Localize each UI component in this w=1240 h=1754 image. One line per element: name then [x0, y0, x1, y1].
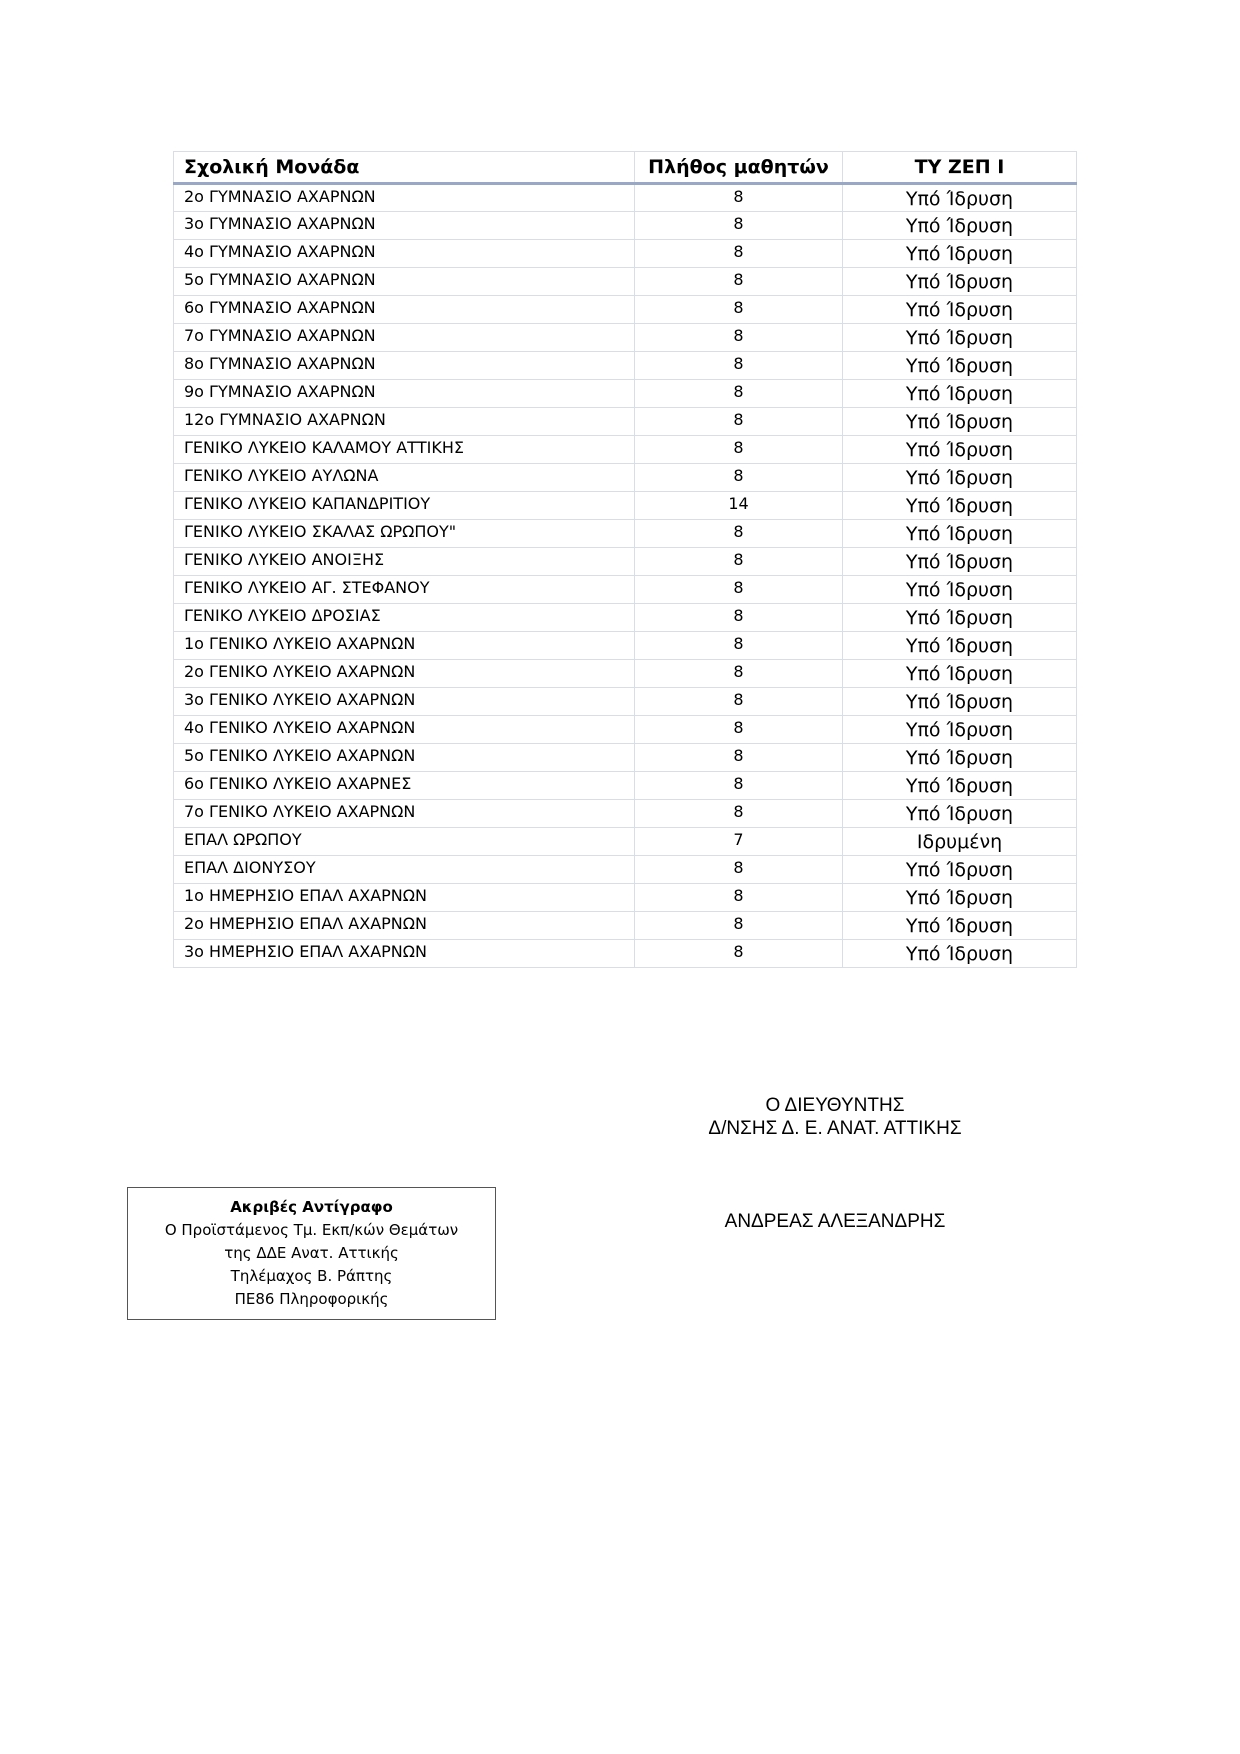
table-row — [174, 576, 1077, 604]
cell-school: 1ο ΓΕΝΙΚΟ ΛΥΚΕΙΟ ΑΧΑΡΝΩΝ — [174, 632, 635, 660]
cell-status: Υπό Ίδρυση — [843, 408, 1077, 436]
cell-school: 5ο ΓΕΝΙΚΟ ΛΥΚΕΙΟ ΑΧΑΡΝΩΝ — [174, 744, 635, 772]
cell-students: 8 — [635, 240, 843, 268]
cell-students: 8 — [635, 520, 843, 548]
cell-status: Υπό Ίδρυση — [843, 492, 1077, 520]
table-row — [174, 212, 1077, 240]
cell-students: 8 — [635, 604, 843, 632]
cell-students: 8 — [635, 744, 843, 772]
cell-status: Υπό Ίδρυση — [843, 548, 1077, 576]
certified-copy-line: της ΔΔΕ Ανατ. Αττικής — [224, 1244, 399, 1262]
cell-status: Υπό Ίδρυση — [843, 744, 1077, 772]
cell-school: ΕΠΑΛ ΩΡΩΠΟΥ — [174, 828, 635, 856]
cell-status: Υπό Ίδρυση — [843, 716, 1077, 744]
table-row — [174, 744, 1077, 772]
cell-students: 8 — [635, 296, 843, 324]
cell-students: 8 — [635, 548, 843, 576]
cell-students: 8 — [635, 380, 843, 408]
table-row — [174, 856, 1077, 884]
cell-students: 14 — [635, 492, 843, 520]
cell-students: 8 — [635, 800, 843, 828]
table-row — [174, 296, 1077, 324]
cell-school: ΓΕΝΙΚΟ ΛΥΚΕΙΟ ΚΑΠΑΝΔΡΙΤΙΟΥ — [174, 492, 635, 520]
cell-students: 8 — [635, 184, 843, 212]
table-row — [174, 436, 1077, 464]
cell-status: Υπό Ίδρυση — [843, 352, 1077, 380]
cell-status: Υπό Ίδρυση — [843, 436, 1077, 464]
table-row — [174, 884, 1077, 912]
cell-school: 1ο ΗΜΕΡΗΣΙΟ ΕΠΑΛ ΑΧΑΡΝΩΝ — [174, 884, 635, 912]
cell-school: 7ο ΓΥΜΝΑΣΙΟ ΑΧΑΡΝΩΝ — [174, 324, 635, 352]
certified-copy-line: ΠΕ86 Πληροφορικής — [234, 1290, 389, 1308]
table-row — [174, 912, 1077, 940]
table-row — [174, 800, 1077, 828]
cell-students: 8 — [635, 884, 843, 912]
cell-school: 4ο ΓΕΝΙΚΟ ΛΥΚΕΙΟ ΑΧΑΡΝΩΝ — [174, 716, 635, 744]
table-row — [174, 632, 1077, 660]
cell-school: 3ο ΓΕΝΙΚΟ ΛΥΚΕΙΟ ΑΧΑΡΝΩΝ — [174, 688, 635, 716]
cell-status: Υπό Ίδρυση — [843, 324, 1077, 352]
cell-school: 5ο ΓΥΜΝΑΣΙΟ ΑΧΑΡΝΩΝ — [174, 268, 635, 296]
cell-status: Υπό Ίδρυση — [843, 296, 1077, 324]
table-row — [174, 184, 1077, 212]
cell-students: 8 — [635, 940, 843, 968]
cell-school: ΓΕΝΙΚΟ ΛΥΚΕΙΟ ΑΝΟΙΞΗΣ — [174, 548, 635, 576]
cell-status: Υπό Ίδρυση — [843, 212, 1077, 240]
table-row — [174, 716, 1077, 744]
table-row — [174, 604, 1077, 632]
table-row — [174, 520, 1077, 548]
cell-students: 8 — [635, 632, 843, 660]
cell-school: 2ο ΗΜΕΡΗΣΙΟ ΕΠΑΛ ΑΧΑΡΝΩΝ — [174, 912, 635, 940]
cell-students: 8 — [635, 324, 843, 352]
cell-status: Υπό Ίδρυση — [843, 856, 1077, 884]
table-row — [174, 324, 1077, 352]
cell-school: 9ο ΓΥΜΝΑΣΙΟ ΑΧΑΡΝΩΝ — [174, 380, 635, 408]
cell-status: Ιδρυμένη — [843, 828, 1077, 856]
cell-school: ΓΕΝΙΚΟ ΛΥΚΕΙΟ ΑΥΛΩΝΑ — [174, 464, 635, 492]
signature-line-directorate: Δ/ΝΣΗΣ Δ. Ε. ΑΝΑΤ. ΑΤΤΙΚΗΣ — [708, 1118, 962, 1139]
cell-status: Υπό Ίδρυση — [843, 772, 1077, 800]
cell-students: 8 — [635, 212, 843, 240]
table-row — [174, 688, 1077, 716]
cell-school: ΓΕΝΙΚΟ ΛΥΚΕΙΟ ΣΚΑΛΑΣ ΩΡΩΠΟΥ" — [174, 520, 635, 548]
cell-students: 8 — [635, 688, 843, 716]
table-row — [174, 408, 1077, 436]
table-row — [174, 828, 1077, 856]
cell-status: Υπό Ίδρυση — [843, 576, 1077, 604]
cell-status: Υπό Ίδρυση — [843, 884, 1077, 912]
cell-students: 8 — [635, 464, 843, 492]
signature-title-block — [640, 1094, 1030, 1140]
cell-students: 8 — [635, 352, 843, 380]
cell-school: ΕΠΑΛ ΔΙΟΝΥΣΟΥ — [174, 856, 635, 884]
schools-table — [173, 151, 1077, 968]
cell-status: Υπό Ίδρυση — [843, 912, 1077, 940]
cell-school: ΓΕΝΙΚΟ ΛΥΚΕΙΟ ΑΓ. ΣΤΕΦΑΝΟΥ — [174, 576, 635, 604]
cell-students: 7 — [635, 828, 843, 856]
table-row — [174, 380, 1077, 408]
cell-school: 6ο ΓΥΜΝΑΣΙΟ ΑΧΑΡΝΩΝ — [174, 296, 635, 324]
cell-students: 8 — [635, 856, 843, 884]
cell-school: 8ο ΓΥΜΝΑΣΙΟ ΑΧΑΡΝΩΝ — [174, 352, 635, 380]
table-row — [174, 660, 1077, 688]
header-status: ΤΥ ΖΕΠ Ι — [843, 152, 1077, 184]
cell-school: 2ο ΓΥΜΝΑΣΙΟ ΑΧΑΡΝΩΝ — [174, 184, 635, 212]
table-row — [174, 772, 1077, 800]
signature-line-director: Ο ΔΙΕΥΘΥΝΤΗΣ — [765, 1095, 905, 1116]
cell-status: Υπό Ίδρυση — [843, 688, 1077, 716]
cell-status: Υπό Ίδρυση — [843, 632, 1077, 660]
cell-students: 8 — [635, 576, 843, 604]
cell-school: 4ο ΓΥΜΝΑΣΙΟ ΑΧΑΡΝΩΝ — [174, 240, 635, 268]
header-students: Πλήθος μαθητών — [635, 152, 843, 184]
certified-copy-title: Ακριβές Αντίγραφο — [230, 1198, 393, 1216]
cell-students: 8 — [635, 660, 843, 688]
certified-copy-line: Ο Προϊστάμενος Τμ. Εκπ/κών Θεμάτων — [164, 1221, 459, 1239]
certified-copy-box — [127, 1187, 496, 1320]
table-row — [174, 940, 1077, 968]
header-school: Σχολική Μονάδα — [174, 152, 635, 184]
cell-school: ΓΕΝΙΚΟ ΛΥΚΕΙΟ ΔΡΟΣΙΑΣ — [174, 604, 635, 632]
cell-status: Υπό Ίδρυση — [843, 184, 1077, 212]
table-row — [174, 464, 1077, 492]
signature-name: ΑΝΔΡΕΑΣ ΑΛΕΞΑΝΔΡΗΣ — [724, 1211, 946, 1232]
cell-school: ΓΕΝΙΚΟ ΛΥΚΕΙΟ ΚΑΛΑΜΟΥ ΑΤΤΙΚΗΣ — [174, 436, 635, 464]
cell-students: 8 — [635, 436, 843, 464]
cell-school: 3ο ΗΜΕΡΗΣΙΟ ΕΠΑΛ ΑΧΑΡΝΩΝ — [174, 940, 635, 968]
cell-status: Υπό Ίδρυση — [843, 240, 1077, 268]
table-body — [174, 184, 1077, 968]
cell-status: Υπό Ίδρυση — [843, 800, 1077, 828]
cell-status: Υπό Ίδρυση — [843, 380, 1077, 408]
cell-school: 7ο ΓΕΝΙΚΟ ΛΥΚΕΙΟ ΑΧΑΡΝΩΝ — [174, 800, 635, 828]
cell-status: Υπό Ίδρυση — [843, 660, 1077, 688]
table-row — [174, 548, 1077, 576]
cell-students: 8 — [635, 912, 843, 940]
cell-status: Υπό Ίδρυση — [843, 520, 1077, 548]
cell-students: 8 — [635, 408, 843, 436]
cell-students: 8 — [635, 772, 843, 800]
table-row — [174, 492, 1077, 520]
cell-school: 6ο ΓΕΝΙΚΟ ΛΥΚΕΙΟ ΑΧΑΡΝΕΣ — [174, 772, 635, 800]
cell-school: 3ο ΓΥΜΝΑΣΙΟ ΑΧΑΡΝΩΝ — [174, 212, 635, 240]
cell-students: 8 — [635, 716, 843, 744]
cell-status: Υπό Ίδρυση — [843, 940, 1077, 968]
table-header-row — [174, 152, 1077, 184]
cell-school: 2ο ΓΕΝΙΚΟ ΛΥΚΕΙΟ ΑΧΑΡΝΩΝ — [174, 660, 635, 688]
table-row — [174, 268, 1077, 296]
cell-status: Υπό Ίδρυση — [843, 604, 1077, 632]
cell-students: 8 — [635, 268, 843, 296]
certified-copy-line: Τηλέμαχος Β. Ράπτης — [230, 1267, 393, 1285]
cell-status: Υπό Ίδρυση — [843, 268, 1077, 296]
table-row — [174, 240, 1077, 268]
cell-status: Υπό Ίδρυση — [843, 464, 1077, 492]
table-row — [174, 352, 1077, 380]
cell-school: 12ο ΓΥΜΝΑΣΙΟ ΑΧΑΡΝΩΝ — [174, 408, 635, 436]
